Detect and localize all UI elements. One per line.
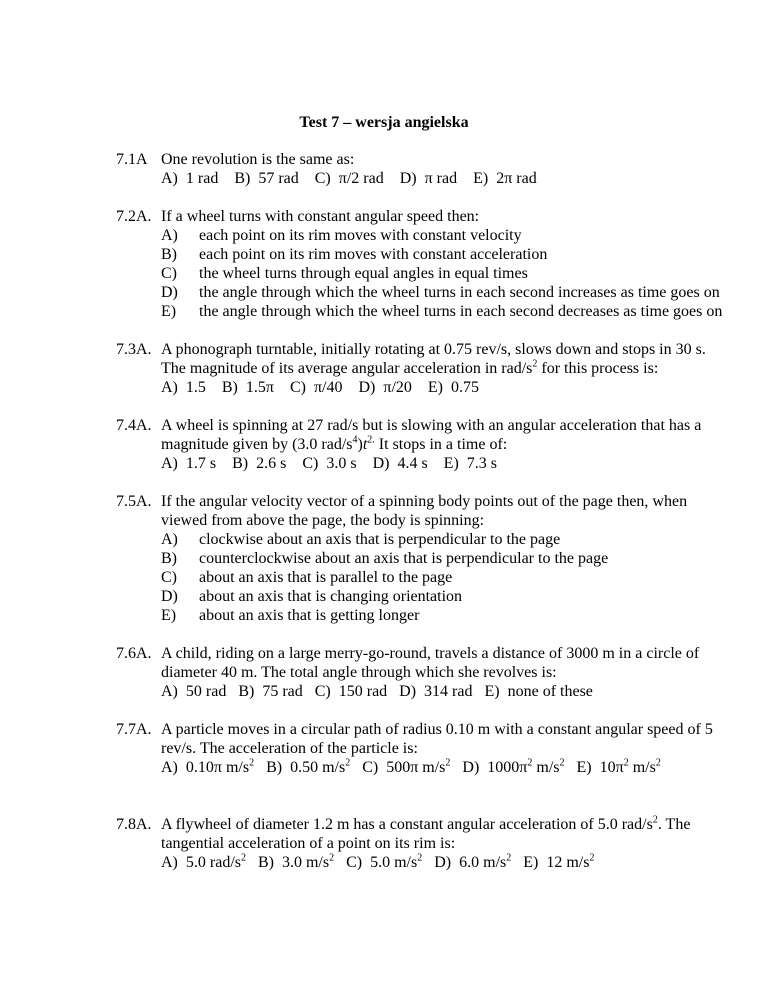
question [116, 720, 736, 777]
text-segment: A wheel is spinning at 27 rad/s but is slowing with an angular acceleration that has a [161, 417, 702, 434]
option-text [199, 302, 722, 321]
answer-option [161, 606, 736, 625]
text-segment: counterclockwise about an axis that is perpendicular to the page [199, 550, 609, 567]
question [116, 492, 736, 625]
superscript: 2 [345, 757, 351, 769]
text-segment: the angle through which the wheel turns in each second increases as time goes on [199, 284, 720, 301]
answer-option [161, 302, 736, 321]
answer-option [161, 283, 736, 302]
question [116, 644, 736, 701]
text-segment: A phonograph turntable, initially rotating at 0.75 rev/s, slows down and stops in 30 s. [161, 341, 706, 358]
question-list [116, 150, 736, 891]
option-text [199, 226, 522, 245]
option-label: C) [161, 569, 177, 586]
superscript: 2 [527, 757, 533, 769]
text-segment: diameter 40 m. The total angle through which she revolves is: [161, 664, 557, 681]
option-text [199, 587, 462, 606]
text-segment: C) 5.0 m/s [334, 854, 418, 871]
option-label: D) [161, 284, 178, 301]
question-row [116, 644, 736, 701]
option-label: A) [161, 227, 178, 244]
superscript: 2 [417, 852, 423, 864]
text-segment: B) 0.50 m/s [254, 759, 346, 776]
question-text-line [161, 834, 736, 853]
superscript: 2. [367, 434, 375, 446]
question-text-line [161, 739, 736, 758]
option-text [199, 283, 720, 302]
text-segment: It stops in a time of: [374, 436, 508, 453]
question-number: 7.6A. [116, 645, 152, 662]
answer-choices-line [161, 378, 736, 397]
text-segment: A) 1.7 s B) 2.6 s C) 3.0 s D) 4.4 s E) 7.3 s [161, 455, 497, 472]
question-number: 7.3A. [116, 341, 152, 358]
question-body [161, 207, 736, 321]
text-segment: C) 500π m/s [350, 759, 446, 776]
text-segment: If the angular velocity vector of a spinning body points out of the page then, when [161, 493, 688, 510]
question-body [161, 492, 736, 625]
text-segment: A) 1.5 B) 1.5π C) π/40 D) π/20 E) 0.75 [161, 379, 479, 396]
text-segment: m/s [532, 759, 560, 776]
text-segment: rev/s. The acceleration of the particle is: [161, 740, 418, 757]
text-segment: the angle through which the wheel turns in each second decreases as time goes on [199, 303, 723, 320]
text-segment: One revolution is the same as: [161, 151, 355, 168]
question-number: 7.2A. [116, 208, 152, 225]
question-text-line [161, 720, 736, 739]
text-segment: each point on its rim moves with constant acceleration [199, 246, 548, 263]
answer-choices-line [161, 853, 736, 872]
text-segment: . The [657, 816, 691, 833]
superscript: 2 [559, 757, 565, 769]
option-label: A) [161, 531, 178, 548]
question-text-line [161, 207, 736, 226]
question-number: 7.1A [116, 151, 148, 168]
question-text-line [161, 663, 736, 682]
question-row [116, 416, 736, 473]
question-text-line [161, 150, 736, 169]
question-row [116, 207, 736, 321]
question-row [116, 150, 736, 188]
text-segment: A) 50 rad B) 75 rad C) 150 rad D) 314 rad E) none of these [161, 683, 593, 700]
answer-option [161, 226, 736, 245]
question-row [116, 815, 736, 872]
superscript: 2 [652, 814, 658, 826]
superscript: 2 [623, 757, 629, 769]
text-segment: E) 12 m/s [511, 854, 590, 871]
text-segment: about an axis that is changing orientation [199, 588, 463, 605]
text-segment: the wheel turns through equal angles in equal times [199, 265, 528, 282]
question-body [161, 416, 736, 473]
question-number: 7.5A. [116, 493, 152, 510]
answer-option [161, 549, 736, 568]
question-row [116, 492, 736, 625]
option-text [199, 549, 608, 568]
question [116, 150, 736, 188]
text-segment: D) 1000π [450, 759, 528, 776]
text-segment: A) 1 rad B) 57 rad C) π/2 rad D) π rad E) 2π rad [161, 170, 537, 187]
question-row [116, 340, 736, 397]
text-segment: A) 0.10π m/s [161, 759, 250, 776]
superscript: 2 [655, 757, 661, 769]
question-number: 7.8A. [116, 816, 152, 833]
question [116, 416, 736, 473]
question [116, 207, 736, 321]
superscript: 2 [445, 757, 451, 769]
text-segment: each point on its rim moves with constant velocity [199, 227, 522, 244]
text-segment: for this process is: [537, 360, 659, 377]
question-number: 7.4A. [116, 417, 152, 434]
text-segment: ) [357, 436, 363, 453]
question-body [161, 644, 736, 701]
text-segment: A child, riding on a large merry-go-round, travels a distance of 3000 m in a circle of [161, 645, 700, 662]
superscript: 4 [352, 434, 358, 446]
question-body [161, 720, 736, 777]
option-label: B) [161, 550, 177, 567]
superscript: 2 [506, 852, 512, 864]
option-text [199, 568, 452, 587]
answer-option [161, 568, 736, 587]
text-segment: A) 5.0 rad/s [161, 854, 241, 871]
text-segment: A particle moves in a circular path of radius 0.10 m with a constant angular speed of 5 [161, 721, 713, 738]
question-text-line [161, 511, 736, 530]
option-text [199, 606, 419, 625]
text-segment: viewed from above the page, the body is spinning: [161, 512, 485, 529]
question-text-line [161, 435, 736, 454]
question-body [161, 815, 736, 872]
question [116, 815, 736, 872]
text-segment: B) 3.0 m/s [245, 854, 330, 871]
option-label: B) [161, 246, 177, 263]
question-body [161, 340, 736, 397]
question-text-line [161, 416, 736, 435]
text-segment: m/s [628, 759, 656, 776]
option-label: C) [161, 265, 177, 282]
answer-choices-line [161, 682, 736, 701]
answer-choices-line [161, 454, 736, 473]
text-segment: magnitude given by (3.0 rad/s [161, 436, 353, 453]
question-row [116, 720, 736, 777]
superscript: 2 [240, 852, 246, 864]
option-label: E) [161, 303, 177, 320]
option-label: D) [161, 588, 178, 605]
option-text [199, 264, 528, 283]
option-text [199, 245, 547, 264]
question-text-line [161, 644, 736, 663]
question-text-line [161, 492, 736, 511]
answer-option [161, 245, 736, 264]
option-text [199, 530, 560, 549]
question-number: 7.7A. [116, 721, 152, 738]
answer-choices-line [161, 758, 736, 777]
superscript: 2 [589, 852, 595, 864]
answer-option [161, 530, 736, 549]
text-segment: The magnitude of its average angular acceleration in rad/s [161, 360, 533, 377]
question-text-line [161, 340, 736, 359]
text-segment: A flywheel of diameter 1.2 m has a constant angular acceleration of 5.0 rad/s [161, 816, 653, 833]
text-segment: tangential acceleration of a point on its rim is: [161, 835, 456, 852]
superscript: 2 [329, 852, 335, 864]
text-segment: clockwise about an axis that is perpendicular to the page [199, 531, 561, 548]
superscript: 2 [249, 757, 255, 769]
test-title: Test 7 – wersja angielska [299, 114, 469, 131]
text-segment: about an axis that is parallel to the page [199, 569, 453, 586]
superscript: 2 [532, 358, 538, 370]
question-text-line [161, 359, 736, 378]
question [116, 340, 736, 397]
text-segment: D) 6.0 m/s [422, 854, 507, 871]
question-text-line [161, 815, 736, 834]
option-label: E) [161, 607, 177, 624]
answer-option [161, 587, 736, 606]
text-segment: about an axis that is getting longer [199, 607, 420, 624]
question-body [161, 150, 736, 188]
text-segment: E) 10π [564, 759, 624, 776]
italic-variable: t [362, 436, 368, 453]
answer-choices-line [161, 169, 736, 188]
answer-option [161, 264, 736, 283]
text-segment: If a wheel turns with constant angular speed then: [161, 208, 480, 225]
